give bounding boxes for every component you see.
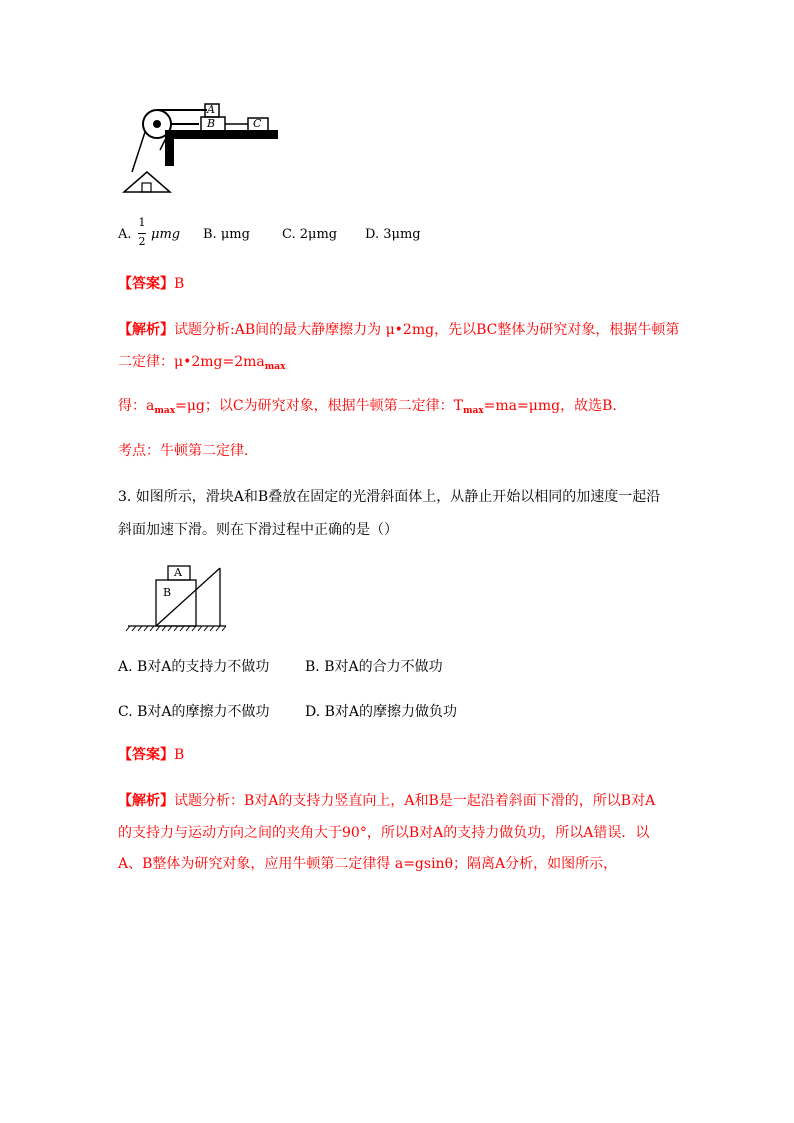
q3-analysis-line-3: A、B整体为研究对象，应用牛顿第二定律得 a=gsinθ；隔离A分析，如图所示， — [118, 856, 618, 872]
subscript: max — [264, 362, 286, 372]
option-b: B. μmg — [203, 227, 250, 242]
option-a-fraction-denominator: 2 — [138, 235, 146, 248]
q3-answer — [118, 745, 184, 765]
block-b-label: B — [207, 117, 216, 130]
q3-option-c: C. B对A的摩擦力不做功 — [118, 704, 270, 720]
analysis-text: 得：a — [118, 398, 155, 414]
analysis-label: 【解析】 — [118, 793, 174, 809]
option-a-fraction-numerator: 1 — [138, 216, 146, 229]
subscript: max — [154, 406, 176, 416]
q3-option-b: B. B对A的合力不做功 — [305, 659, 443, 675]
option-d: D. 3μmg — [365, 227, 421, 242]
q3-option-a: A. B对A的支持力不做功 — [118, 659, 270, 675]
option-c: C. 2μmg — [282, 227, 338, 242]
incline-block-b-label: B — [163, 586, 172, 599]
analysis-label: 【解析】 — [118, 322, 174, 338]
analysis-text: =μg；以C为研究对象，根据牛顿第二定律：T — [175, 398, 463, 414]
analysis-text: 试题分析:AB间的最大静摩擦力为 μ•2mg，先以BC整体为研究对象，根据牛顿第 — [174, 322, 680, 338]
answer-value: B — [174, 747, 185, 763]
answer-label: 【答案】 — [118, 747, 174, 763]
analysis-text: 试题分析：B对A的支持力竖直向上，A和B是一起沿着斜面下滑的，所以B对A — [174, 793, 656, 809]
q3-stem-line-2: 斜面加速下滑。则在下滑过程中正确的是（） — [118, 522, 398, 538]
q3-stem-line-1: 3. 如图所示，滑块A和B叠放在固定的光滑斜面体上，从静止开始以相同的加速度一起沿 — [118, 489, 661, 505]
analysis-text: =ma=μmg，故选B. — [483, 398, 617, 414]
q3-analysis-line-2: 的支持力与运动方向之间的夹角大于90°，所以B对A的支持力做负功，所以A错误．以 — [118, 825, 650, 841]
option-a-prefix: A. — [118, 227, 132, 242]
answer-label: 【答案】 — [118, 276, 174, 292]
answer-value: B — [174, 276, 185, 292]
option-a-suffix: μmg — [151, 227, 181, 242]
block-a-label: A — [207, 103, 215, 116]
q2-kaodian: 考点：牛顿第二定律. — [118, 443, 249, 459]
analysis-text: 二定律：μ•2mg=2ma — [118, 354, 265, 370]
block-c-label: C — [253, 117, 262, 130]
q3-option-d: D. B对A的摩擦力做负功 — [305, 704, 458, 720]
subscript: max — [462, 406, 484, 416]
incline-block-a-label: A — [174, 566, 182, 579]
q3-analysis-line-1 — [118, 791, 655, 811]
